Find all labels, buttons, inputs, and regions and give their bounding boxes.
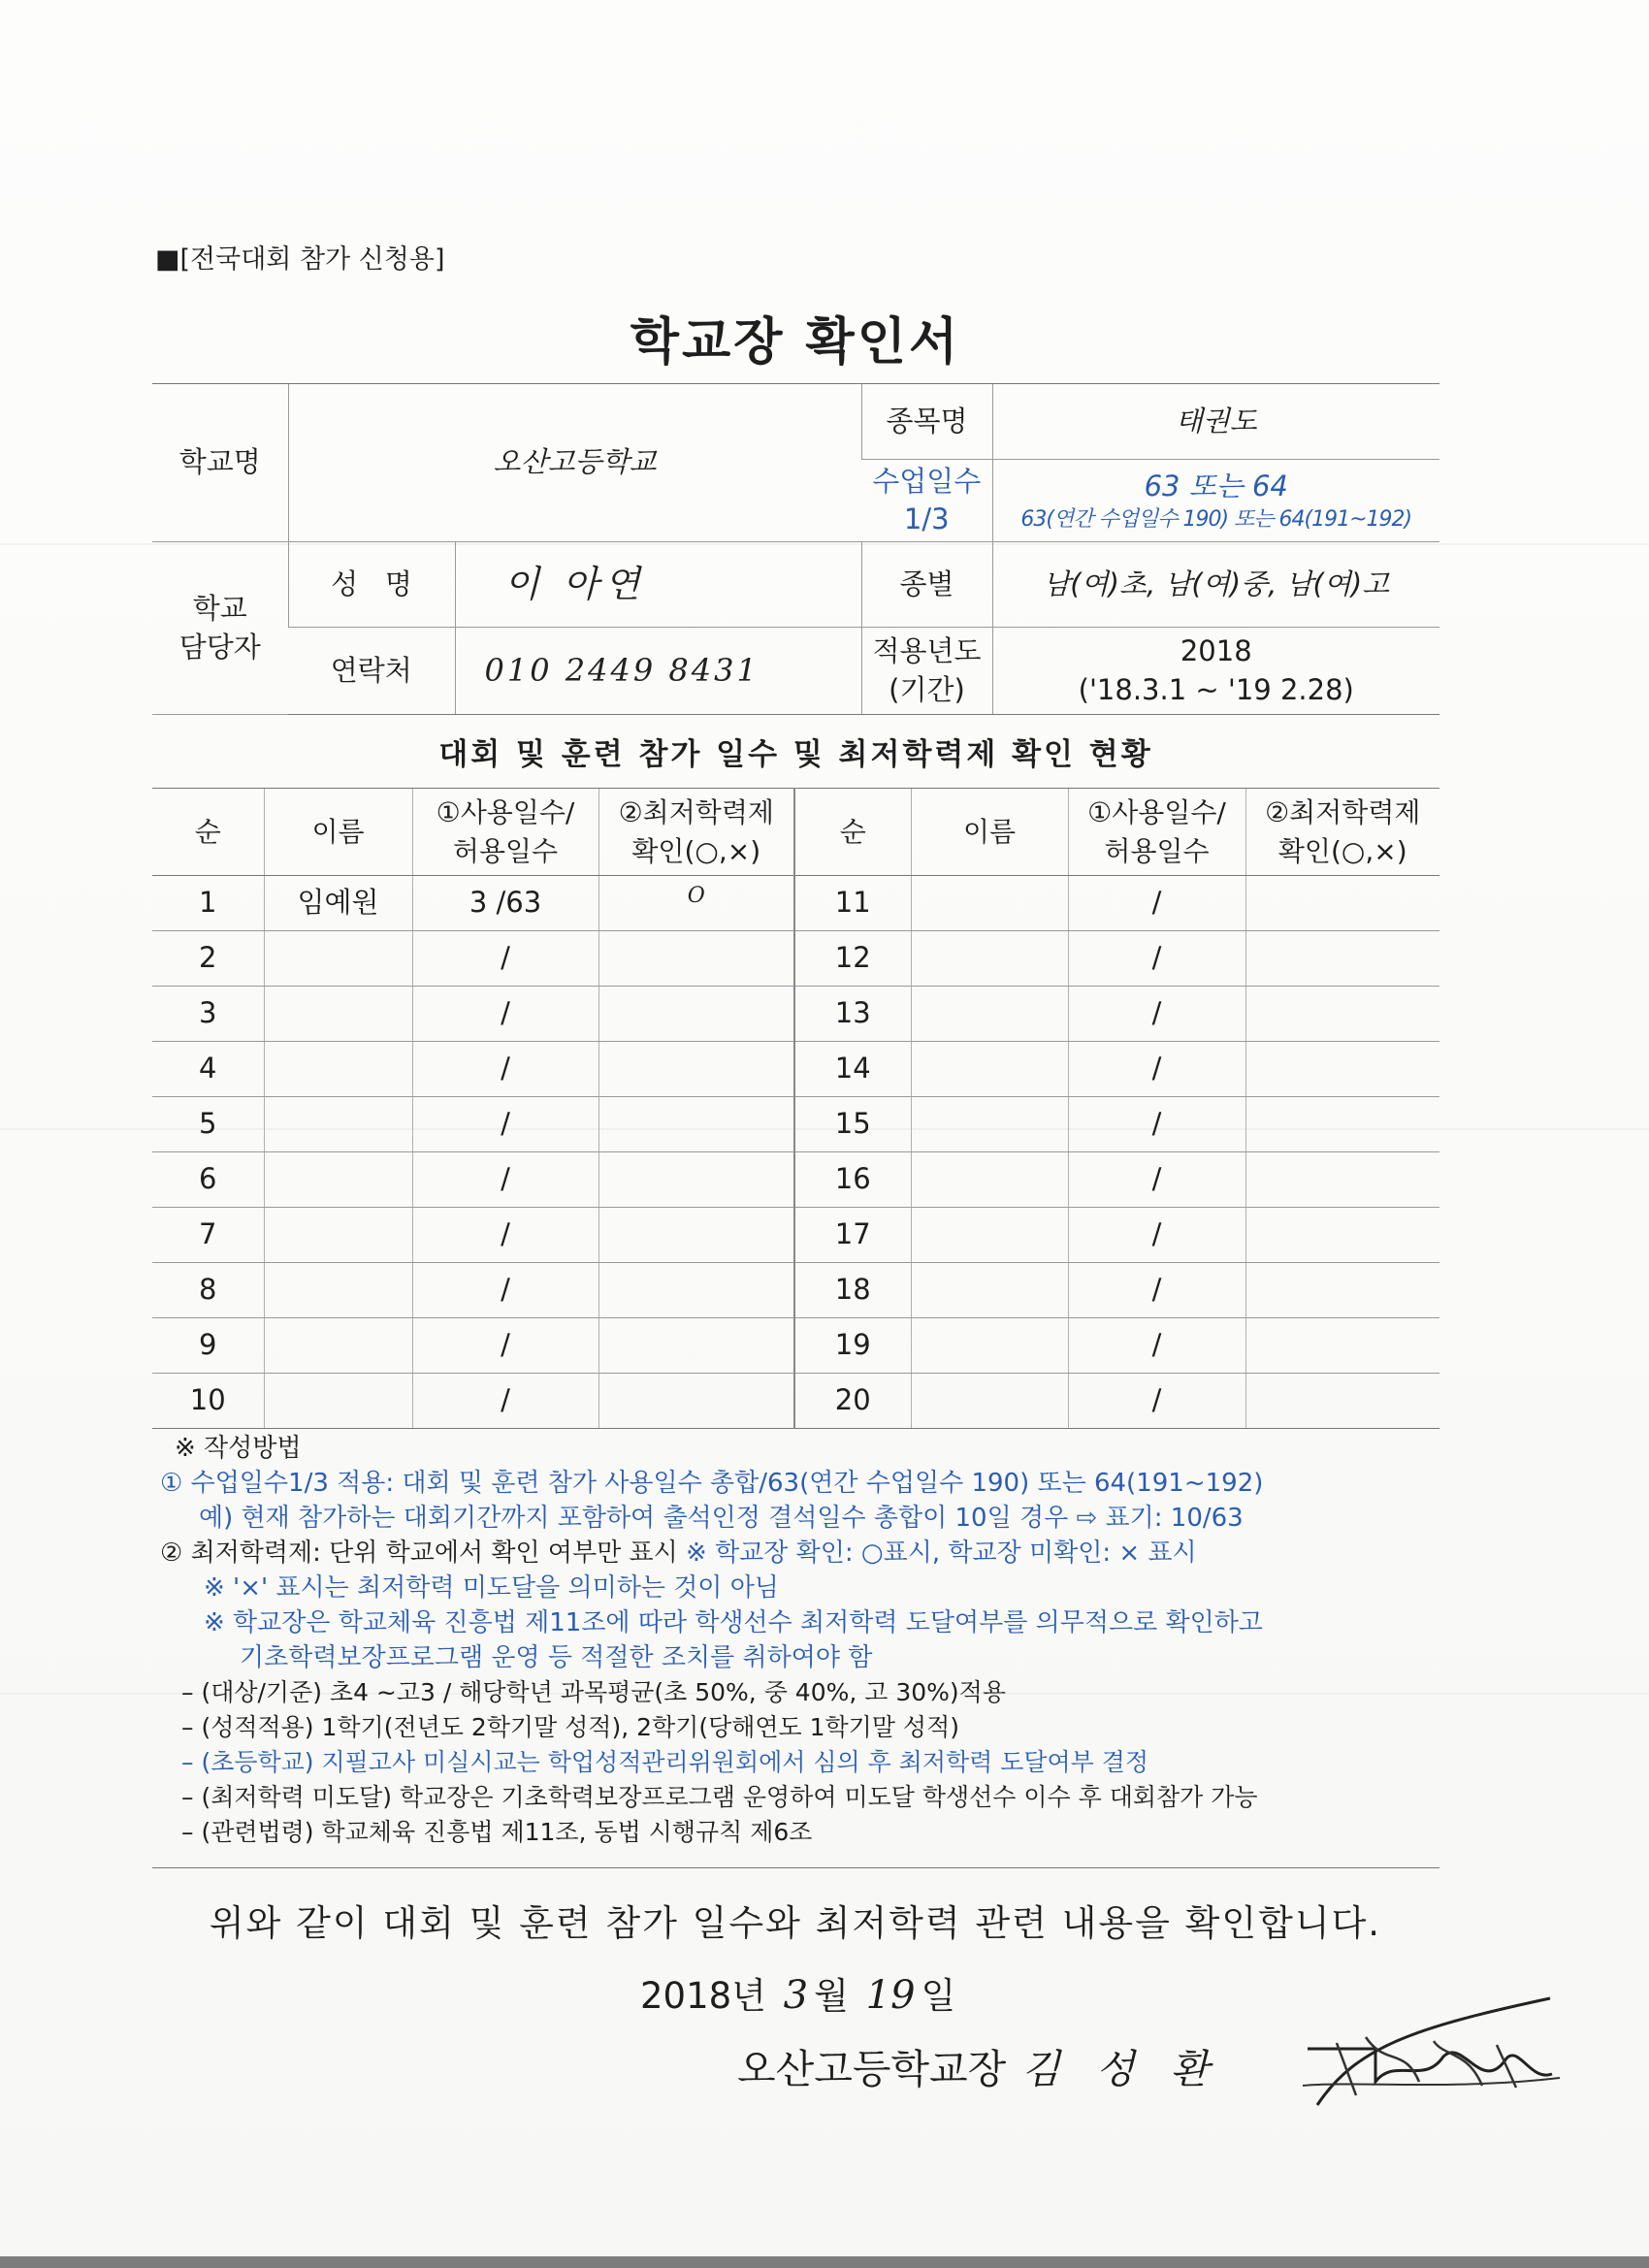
note-text: ② 최저학력제: 단위 학교에서 확인 여부만 표시	[160, 1539, 687, 1568]
row-name	[264, 1152, 412, 1208]
document-title: 학교장 확인서	[630, 313, 961, 372]
row-days: /	[412, 1097, 598, 1152]
note-line: – (최저학력 미도달) 학교장은 기초학력보장프로그램 운영하여 미도달 학생선수 이수 후 대회참가 가능	[181, 1783, 1258, 1811]
row-days: /	[1068, 1097, 1245, 1152]
row-seq: 19	[794, 1318, 911, 1374]
date-month-label: 월	[814, 1975, 849, 2017]
note-line: ① 수업일수1/3 적용: 대회 및 훈련 참가 사용일수 총합/63(연간 수업일수 190) 또는 64(191~192)	[160, 1469, 1264, 1498]
row-days: /	[1068, 1374, 1245, 1429]
row-seq: 8	[152, 1263, 264, 1318]
row-seq: 1	[152, 876, 264, 931]
row-seq: 7	[152, 1208, 264, 1263]
row-name	[264, 1042, 412, 1097]
row-days: /	[412, 1374, 598, 1429]
days-value	[992, 460, 1439, 542]
header-check-line2: 확인(○,×)	[631, 834, 761, 867]
row-days: 3 /63	[412, 876, 598, 931]
year-value	[992, 628, 1439, 715]
days-label-line2: 1/3	[903, 502, 950, 535]
year-label-line1: 적용년도	[872, 634, 982, 668]
row-name	[264, 931, 412, 987]
row-check	[1245, 1263, 1439, 1318]
note-line	[160, 1536, 1460, 1571]
header-days-line1: ①사용일수/	[436, 796, 575, 829]
row-check	[1245, 876, 1439, 931]
row-check	[1245, 931, 1439, 987]
instructions	[160, 1431, 1460, 1850]
header-check-line1: ②최저학력제	[1265, 796, 1421, 829]
row-name	[911, 931, 1068, 987]
row-check	[598, 1042, 794, 1097]
days-label	[861, 460, 992, 542]
row-check	[1245, 1374, 1439, 1429]
row-name	[911, 1152, 1068, 1208]
section-title: 대회 및 훈련 참가 일수 및 최저학력제 확인 현황	[438, 737, 1153, 772]
days-label-line1: 수업일수	[872, 464, 982, 498]
signature-date	[640, 1966, 955, 2019]
row-seq: 20	[794, 1374, 911, 1429]
row-check	[1245, 1097, 1439, 1152]
table-row	[152, 1208, 1439, 1263]
table-row	[152, 1318, 1439, 1374]
row-check	[1245, 1042, 1439, 1097]
table-row	[152, 1374, 1439, 1429]
year-value-line2: ('18.3.1 ~ '19 2.28)	[1078, 672, 1354, 706]
header-days	[1068, 789, 1245, 876]
row-seq: 15	[794, 1097, 911, 1152]
note-line: 기초학력보장프로그램 운영 등 적절한 조치를 취하여야 함	[240, 1643, 873, 1672]
info-table	[152, 383, 1439, 715]
row-seq: 5	[152, 1097, 264, 1152]
school-value: 오산고등학교	[288, 384, 861, 542]
contact-label: 연락처	[288, 628, 455, 715]
row-check	[1245, 1208, 1439, 1263]
row-name	[264, 1097, 412, 1152]
row-name	[911, 1263, 1068, 1318]
header-name: 이름	[911, 789, 1068, 876]
note-line: – (대상/기준) 초4 ~고3 / 해당학년 과목평균(초 50%, 중 40%, 고 30%)적용	[181, 1678, 1006, 1706]
name-value: 이 아연	[455, 542, 861, 628]
date-month: 3	[783, 1973, 809, 2018]
row-seq: 18	[794, 1263, 911, 1318]
note-line: ※ 학교장은 학교체육 진흥법 제11조에 따라 학생선수 최저학력 도달여부를 의무적으로 확인하고	[204, 1608, 1263, 1637]
row-seq: 2	[152, 931, 264, 987]
row-name	[264, 1318, 412, 1374]
row-name: 임예원	[264, 876, 412, 931]
table-row	[152, 931, 1439, 987]
name-label: 성 명	[288, 542, 455, 628]
row-seq: 10	[152, 1374, 264, 1429]
row-days: /	[1068, 987, 1245, 1042]
confirmation-text: 위와 같이 대회 및 훈련 참가 일수와 최저학력 관련 내용을 확인합니다.	[209, 1902, 1382, 1944]
notes-heading: ※ 작성방법	[175, 1434, 302, 1463]
row-days: /	[1068, 1318, 1245, 1374]
row-name	[911, 987, 1068, 1042]
contact-value: 010 2449 8431	[455, 628, 861, 715]
header-check-line1: ②최저학력제	[618, 796, 774, 829]
participation-rows	[152, 876, 1439, 1429]
table-row	[152, 1097, 1439, 1152]
table-row	[152, 1152, 1439, 1208]
note-line: 예) 현재 참가하는 대회기간까지 포함하여 출석인정 결석일수 총합이 10일 경우 ⇨ 표기: 10/63	[199, 1504, 1244, 1533]
header-days	[412, 789, 598, 876]
header-check-line2: 확인(○,×)	[1277, 834, 1407, 867]
row-check	[598, 1374, 794, 1429]
date-day-label: 일	[921, 1975, 956, 2017]
row-days: /	[412, 1042, 598, 1097]
row-name	[264, 1208, 412, 1263]
note-line: – (성적적용) 1학기(전년도 2학기말 성적), 2학기(당해연도 1학기말 성적)	[181, 1713, 959, 1741]
header-days-line1: ①사용일수/	[1087, 796, 1226, 829]
manager-label-line1: 학교	[192, 592, 247, 626]
row-check	[598, 1152, 794, 1208]
row-days: /	[1068, 876, 1245, 931]
row-name	[264, 1263, 412, 1318]
principal-name: 김 성 환	[1021, 2046, 1221, 2092]
row-seq: 17	[794, 1208, 911, 1263]
manager-label	[152, 542, 288, 715]
row-check	[598, 1318, 794, 1374]
gender-label: 종별	[861, 542, 992, 628]
divider	[152, 1867, 1439, 1868]
row-days: /	[1068, 1152, 1245, 1208]
row-days: /	[412, 1318, 598, 1374]
row-check	[1245, 1152, 1439, 1208]
row-seq: 4	[152, 1042, 264, 1097]
row-days: /	[412, 931, 598, 987]
row-name	[264, 987, 412, 1042]
header-name: 이름	[264, 789, 412, 876]
row-check	[598, 987, 794, 1042]
header-days-line2: 허용일수	[1104, 834, 1210, 867]
sport-value: 태권도	[992, 384, 1439, 460]
header-seq: 순	[152, 789, 264, 876]
row-days: /	[1068, 931, 1245, 987]
row-seq: 16	[794, 1152, 911, 1208]
row-days: /	[412, 987, 598, 1042]
gender-value: 남(여)초, 남(여)중, 남(여)고	[992, 542, 1439, 628]
row-check	[1245, 1318, 1439, 1374]
year-label-line2: (기간)	[889, 672, 965, 706]
note-text: ※ 학교장 확인: ○표시, 학교장 미확인: × 표시	[686, 1539, 1197, 1568]
row-name	[911, 876, 1068, 931]
days-value-line2: 63(연간 수업일수 190) 또는 64(191~192)	[1020, 506, 1412, 532]
date-day: 19	[865, 1973, 916, 2018]
row-check	[598, 1208, 794, 1263]
header-check	[598, 789, 794, 876]
header-seq: 순	[794, 789, 911, 876]
row-check	[1245, 987, 1439, 1042]
row-days: /	[412, 1208, 598, 1263]
row-name	[911, 1042, 1068, 1097]
year-label	[861, 628, 992, 715]
row-seq: 11	[794, 876, 911, 931]
row-name	[911, 1097, 1068, 1152]
note-line: – (초등학교) 지필고사 미실시교는 학업성적관리위원회에서 심의 후 최저학력 도달여부 결정	[181, 1748, 1149, 1776]
principal-title: 오산고등학교장	[737, 2046, 1007, 2092]
table-row	[152, 876, 1439, 931]
participation-table	[152, 788, 1439, 1429]
manager-label-line2: 담당자	[178, 630, 261, 664]
school-label: 학교명	[152, 384, 288, 542]
note-line: – (관련법령) 학교체육 진흥법 제11조, 동법 시행규칙 제6조	[181, 1818, 813, 1846]
row-seq: 12	[794, 931, 911, 987]
principal-line	[737, 2037, 1220, 2094]
row-check	[598, 1263, 794, 1318]
row-days: /	[1068, 1263, 1245, 1318]
row-check	[598, 1097, 794, 1152]
row-seq: 6	[152, 1152, 264, 1208]
scan-edge	[0, 2256, 1649, 2268]
row-seq: 9	[152, 1318, 264, 1374]
year-value-line1: 2018	[1180, 634, 1252, 668]
row-seq: 14	[794, 1042, 911, 1097]
row-check: O	[598, 876, 794, 931]
header-check	[1245, 789, 1439, 876]
form-tag: ■[전국대회 참가 신청용]	[155, 244, 445, 275]
row-name	[911, 1374, 1068, 1429]
row-check	[598, 931, 794, 987]
note-line: ※ '×' 표시는 최저학력 미도달을 의미하는 것이 아님	[204, 1573, 779, 1603]
days-value-line1: 63 또는 64	[1144, 469, 1288, 502]
row-days: /	[412, 1152, 598, 1208]
table-row	[152, 1042, 1439, 1097]
table-row	[152, 1263, 1439, 1318]
row-days: /	[412, 1263, 598, 1318]
row-name	[911, 1208, 1068, 1263]
row-seq: 13	[794, 987, 911, 1042]
header-days-line2: 허용일수	[452, 834, 559, 867]
date-year: 2018년	[640, 1975, 766, 2017]
row-name	[264, 1374, 412, 1429]
row-name	[911, 1318, 1068, 1374]
row-days: /	[1068, 1042, 1245, 1097]
row-seq: 3	[152, 987, 264, 1042]
row-days: /	[1068, 1208, 1245, 1263]
signature-mark	[1298, 1989, 1569, 2124]
table-row	[152, 987, 1439, 1042]
sport-label: 종목명	[861, 384, 992, 460]
